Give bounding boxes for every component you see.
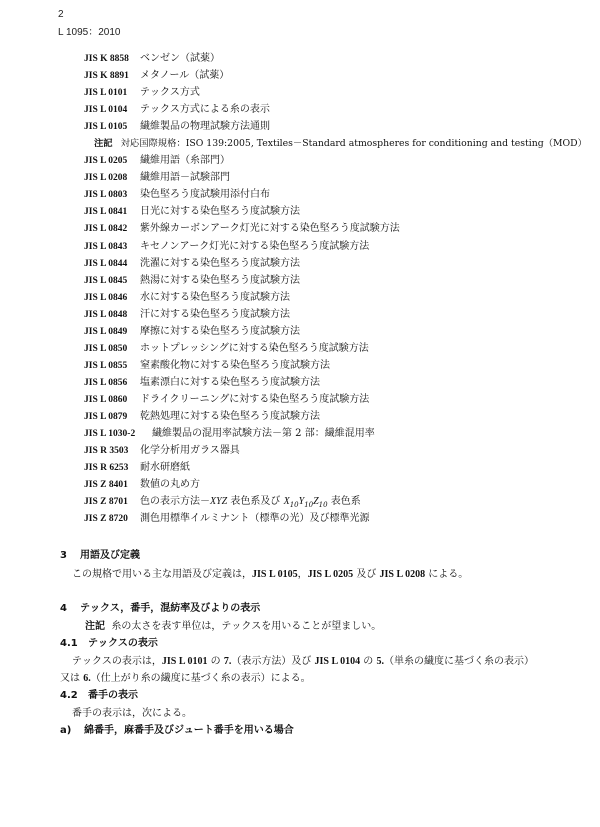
standard-reference: JIS L 0104 <box>314 656 361 667</box>
reference-title: ホットプレッシングに対する染色堅ろう度試験方法 <box>140 342 369 354</box>
reference-title-part: 10 <box>318 501 328 510</box>
section-4-note <box>85 617 381 632</box>
reference-title: 窒素酸化物に対する染色堅ろう度試験方法 <box>140 359 330 371</box>
section-title: 番手の表示 <box>88 690 138 701</box>
reference-item <box>84 220 574 237</box>
section-4-heading <box>60 599 260 614</box>
reference-title: 水に対する染色堅ろう度試験方法 <box>140 291 290 303</box>
reference-code: JIS L 0105 <box>84 122 128 133</box>
standard-reference: JIS L 0105 <box>252 569 298 580</box>
reference-code: JIS R 3503 <box>84 446 129 457</box>
note-label: 注記 <box>85 621 105 632</box>
reference-item <box>84 306 574 323</box>
reference-title: 測色用標準イルミナント（標準の光）及び標準光源 <box>140 513 370 525</box>
reference-item <box>84 323 574 340</box>
reference-title: ドライクリーニングに対する染色堅ろう度試験方法 <box>140 393 370 405</box>
reference-code: JIS K 8891 <box>84 71 129 82</box>
clause-reference: 6. <box>83 673 91 684</box>
reference-item <box>84 272 574 289</box>
reference-code: JIS L 0843 <box>84 241 128 252</box>
reference-code: JIS L 0848 <box>84 309 128 320</box>
body-text: による。 <box>425 569 469 580</box>
reference-title: ベンゼン（試薬） <box>140 53 220 64</box>
reference-code: JIS L 0855 <box>84 360 128 371</box>
reference-code: JIS L 0842 <box>84 224 128 235</box>
section-3-heading <box>60 546 140 561</box>
body-text: ， <box>297 569 308 580</box>
section-number: 4.2 <box>60 690 78 701</box>
reference-title: 汗に対する染色堅ろう度試験方法 <box>140 308 290 320</box>
reference-code: JIS L 0208 <box>84 173 128 184</box>
reference-item <box>84 442 574 459</box>
reference-item <box>84 493 574 510</box>
body-text: （表示方法）及び <box>231 656 315 667</box>
reference-item <box>84 289 574 306</box>
reference-title-part: 10 <box>304 501 314 510</box>
reference-code: JIS L 0846 <box>84 292 128 303</box>
reference-title: 紫外線カーボンアーク灯光に対する染色堅ろう度試験方法 <box>140 223 400 235</box>
item-title: 綿番手，麻番手及びジュート番手を用いる場合 <box>84 725 294 736</box>
reference-title: テックス方式 <box>140 87 200 99</box>
standard-number: L 1095：2010 <box>58 27 121 38</box>
reference-title: メタノール（試薬） <box>140 70 230 82</box>
reference-title-part: Y <box>298 496 305 508</box>
reference-item <box>84 476 574 493</box>
reference-code: JIS L 0803 <box>84 190 128 201</box>
reference-code: JIS L 1030-2 <box>84 429 136 440</box>
reference-title-part: 10 <box>289 501 299 510</box>
clause-reference: 5. <box>376 656 384 667</box>
note-label: 注記 <box>94 138 113 150</box>
reference-title-part: 表色系 <box>327 496 361 508</box>
reference-item <box>84 152 574 169</box>
reference-item <box>84 203 574 220</box>
reference-item <box>84 340 574 357</box>
section-4-1-line-2 <box>60 669 311 684</box>
reference-title-part: Z <box>313 496 319 508</box>
reference-item <box>84 374 574 391</box>
reference-title: 数値の丸め方 <box>140 479 200 491</box>
reference-item <box>84 408 574 425</box>
reference-title: 化学分析用ガラス器具 <box>140 445 240 457</box>
section-3-body <box>72 565 468 580</box>
list-item-a <box>60 721 294 736</box>
reference-title-part: 表色系及び <box>227 496 284 508</box>
reference-code: JIS L 0205 <box>84 156 128 167</box>
reference-title: 耐水研磨紙 <box>140 462 190 474</box>
reference-item <box>84 255 574 272</box>
reference-code: JIS R 6253 <box>84 463 129 474</box>
reference-code: JIS L 0856 <box>84 377 128 388</box>
reference-code: JIS K 8858 <box>84 54 129 64</box>
reference-code: JIS L 0850 <box>84 343 128 354</box>
reference-item <box>84 186 574 203</box>
standard-reference: JIS L 0205 <box>307 569 354 580</box>
reference-title: 染色堅ろう度試験用添付白布 <box>140 189 270 201</box>
section-number: 4 <box>60 603 67 614</box>
reference-title: 繊維製品の混用率試験方法－第 2 部：繊維混用率 <box>152 428 375 440</box>
section-title: 用語及び定義 <box>80 550 140 561</box>
section-4-1-line-1 <box>72 652 534 667</box>
body-text: 番手の表示は，次による。 <box>72 708 192 719</box>
section-number: 4.1 <box>60 638 78 649</box>
body-text: （単糸の繊度に基づく糸の表示） <box>383 656 534 667</box>
section-4-2-body <box>72 704 192 719</box>
reference-code: JIS L 0879 <box>84 411 128 422</box>
section-4-2-heading <box>60 686 138 701</box>
reference-code: JIS L 0845 <box>84 275 128 286</box>
reference-title: 繊維用語－試験部門 <box>140 172 230 184</box>
body-text: 及び <box>353 569 380 580</box>
section-title: テックス，番手，混紡率及びよりの表示 <box>80 603 261 614</box>
clause-reference: 7. <box>223 656 232 667</box>
reference-title: 洗濯に対する染色堅ろう度試験方法 <box>140 257 300 269</box>
reference-title: 熱湯に対する染色堅ろう度試験方法 <box>140 274 300 286</box>
reference-item <box>84 84 574 101</box>
normative-references-list <box>84 50 587 527</box>
body-text: の <box>207 656 224 667</box>
reference-item <box>84 169 574 186</box>
reference-note <box>84 135 587 152</box>
reference-title: 繊維用語（糸部門） <box>140 155 230 167</box>
reference-title-part: 色の表示方法－ <box>140 496 210 508</box>
reference-item <box>84 425 574 442</box>
reference-code: JIS L 0849 <box>84 326 128 337</box>
reference-code: JIS L 0104 <box>84 105 128 116</box>
body-text: テックスの表示は， <box>72 656 162 667</box>
page-number: 2 <box>58 9 64 20</box>
reference-title: 乾熱処理に対する染色堅ろう度試験方法 <box>140 410 320 422</box>
note-text: 対応国際規格：ISO 139:2005, Textiles－Standard atmospheres for conditioning and testing（MOD） <box>120 138 587 150</box>
standard-reference: JIS L 0208 <box>379 569 426 580</box>
reference-item <box>84 50 574 67</box>
reference-title: 日光に対する染色堅ろう度試験方法 <box>140 206 300 218</box>
section-number: 3 <box>60 550 67 561</box>
reference-item <box>84 391 574 408</box>
reference-code: JIS Z 8401 <box>84 480 128 491</box>
reference-code: JIS Z 8720 <box>84 514 128 525</box>
reference-item <box>84 510 574 527</box>
reference-title: キセノンアーク灯光に対する染色堅ろう度試験方法 <box>140 240 370 252</box>
body-text: の <box>360 656 377 667</box>
reference-title: 繊維製品の物理試験方法通則 <box>140 121 270 133</box>
standard-reference: JIS L 0101 <box>161 656 208 667</box>
reference-item <box>84 118 574 135</box>
section-4-1-heading <box>60 634 158 649</box>
reference-code: JIS Z 8701 <box>84 497 128 508</box>
item-label: a) <box>60 725 72 736</box>
body-text: （仕上がり糸の繊度に基づく糸の表示）による。 <box>90 673 311 684</box>
reference-item <box>84 101 574 118</box>
reference-code: JIS L 0841 <box>84 207 128 218</box>
reference-code: JIS L 0860 <box>84 394 128 405</box>
reference-title: テックス方式による糸の表示 <box>140 104 270 116</box>
note-text: 糸の太さを表す単位は，テックスを用いることが望ましい。 <box>111 621 382 632</box>
section-title: テックスの表示 <box>88 638 158 649</box>
reference-item <box>84 357 574 374</box>
reference-title-part: XYZ <box>210 496 228 508</box>
reference-code: JIS L 0844 <box>84 258 128 269</box>
reference-item <box>84 238 574 255</box>
reference-title-part: X <box>283 496 290 508</box>
reference-code: JIS L 0101 <box>84 88 128 99</box>
reference-item <box>84 459 574 476</box>
reference-title: 塩素漂白に対する染色堅ろう度試験方法 <box>140 376 320 388</box>
reference-title: 摩擦に対する染色堅ろう度試験方法 <box>140 325 300 337</box>
body-text: 又は <box>60 673 84 684</box>
body-text: この規格で用いる主な用語及び定義は， <box>72 569 252 580</box>
reference-item <box>84 67 574 84</box>
